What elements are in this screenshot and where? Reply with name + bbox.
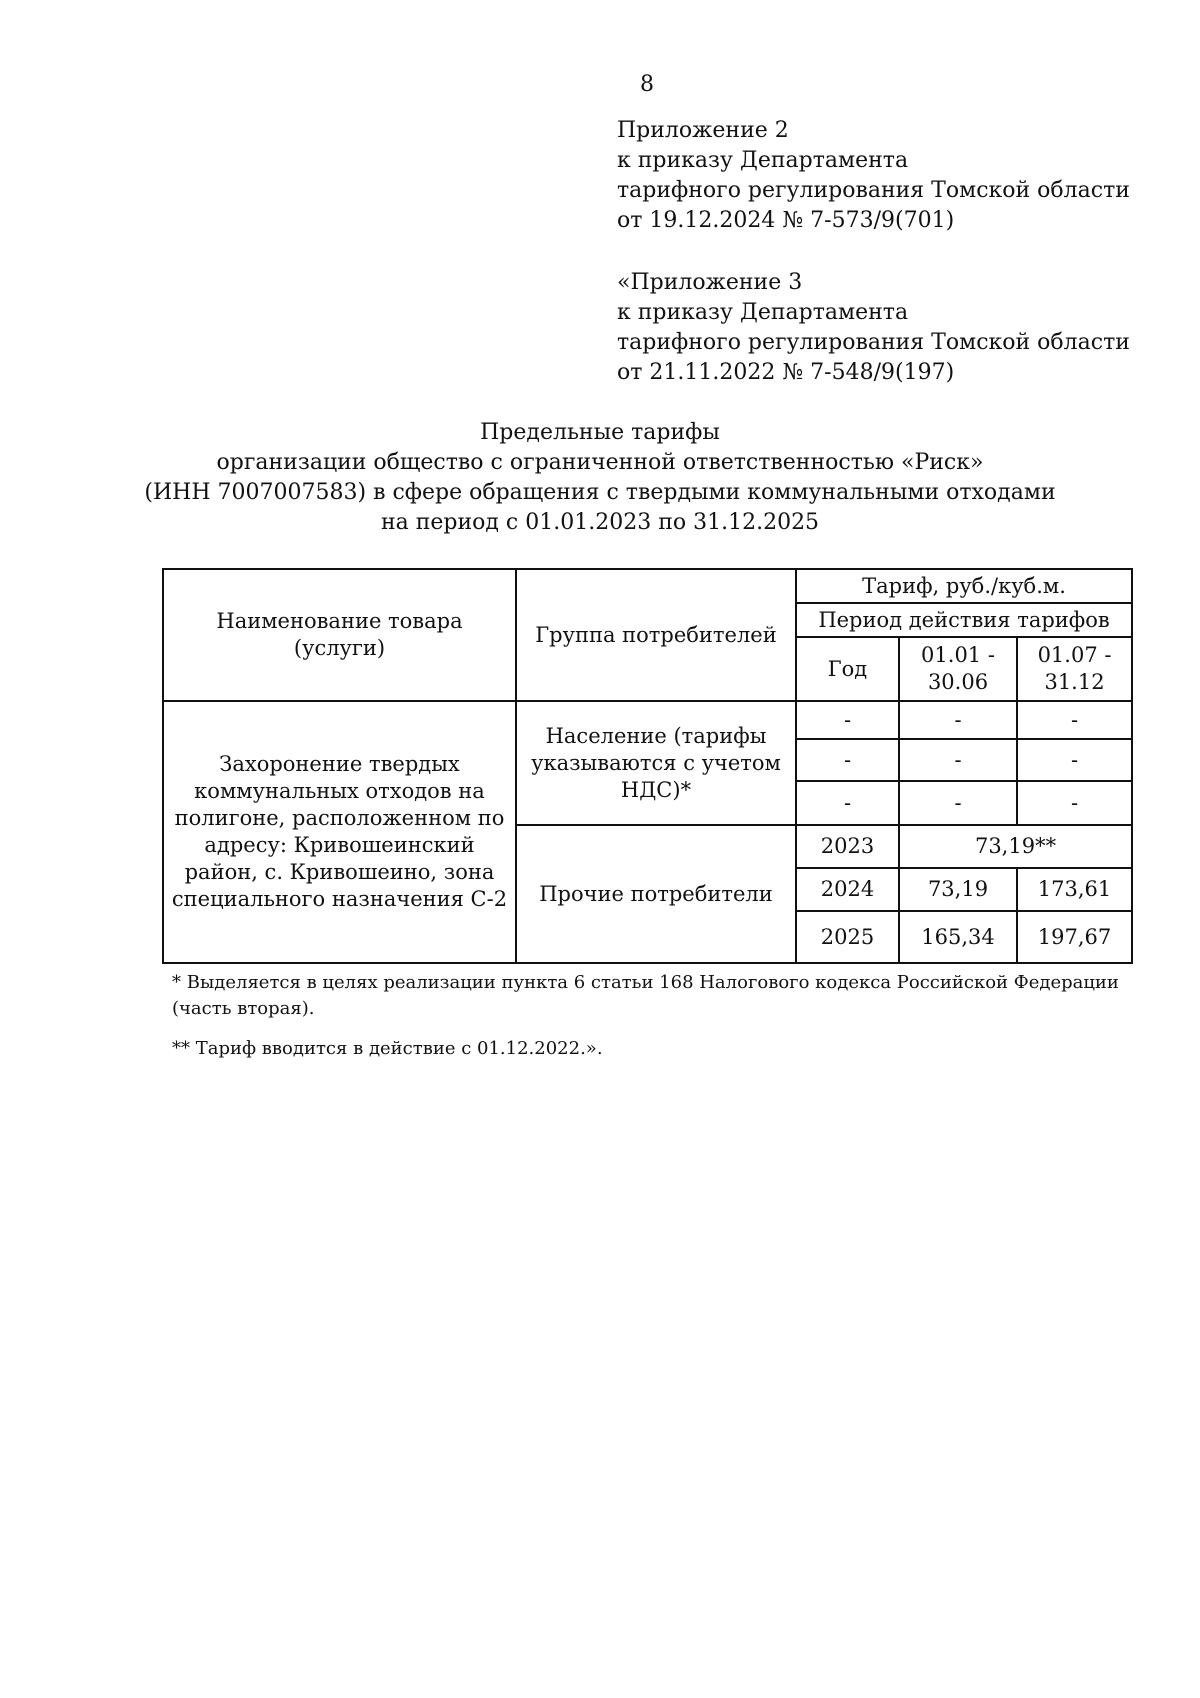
title-line: организации общество с ограниченной ответственностью «Риск» bbox=[216, 450, 984, 475]
tariff-value-cell: 197,67 bbox=[1017, 911, 1132, 963]
header-first-half: 01.01 - 30.06 bbox=[899, 637, 1017, 701]
appendix-line: «Приложение 3 bbox=[617, 270, 803, 295]
title-line: Предельные тарифы bbox=[480, 420, 720, 445]
table-cell: - bbox=[1017, 739, 1132, 781]
tariff-value-cell: 165,34 bbox=[899, 911, 1017, 963]
table-cell: - bbox=[899, 739, 1017, 781]
table-cell: - bbox=[899, 781, 1017, 825]
header-second-half: 01.07 - 31.12 bbox=[1017, 637, 1132, 701]
table-row bbox=[163, 569, 1132, 603]
appendix-line: от 19.12.2024 № 7-573/9(701) bbox=[617, 208, 955, 233]
table-cell: - bbox=[1017, 781, 1132, 825]
header-tariff: Тариф, руб./куб.м. bbox=[796, 569, 1132, 603]
appendix-line: тарифного регулирования Томской области bbox=[617, 330, 1130, 355]
header-product: Наименование товара (услуги) bbox=[163, 569, 516, 701]
appendix-3-header bbox=[617, 268, 1130, 388]
header-period: Период действия тарифов bbox=[796, 603, 1132, 637]
header-consumer-group: Группа потребителей bbox=[516, 569, 796, 701]
appendix-2-header bbox=[617, 116, 1130, 236]
year-cell: 2025 bbox=[796, 911, 899, 963]
appendix-line: тарифного регулирования Томской области bbox=[617, 178, 1130, 203]
title-line: (ИНН 7007007583) в сфере обращения с твердыми коммунальными отходами bbox=[144, 480, 1056, 505]
table-cell: - bbox=[796, 739, 899, 781]
appendix-line: к приказу Департамента bbox=[617, 300, 909, 325]
table-cell: - bbox=[796, 781, 899, 825]
title-line: на период с 01.01.2023 по 31.12.2025 bbox=[380, 510, 820, 535]
appendix-line: Приложение 2 bbox=[617, 118, 789, 143]
tariff-value-cell: 73,19 bbox=[899, 868, 1017, 911]
table-row bbox=[163, 701, 1132, 739]
tariff-value-cell: 173,61 bbox=[1017, 868, 1132, 911]
table-cell: - bbox=[796, 701, 899, 739]
appendix-line: к приказу Департамента bbox=[617, 148, 909, 173]
year-cell: 2024 bbox=[796, 868, 899, 911]
footnote-vat: * Выделяется в целях реализации пункта 6 статьи 168 Налогового кодекса Российской Федерации (часть вторая). bbox=[172, 972, 1119, 1019]
service-name-cell: Захоронение твердых коммунальных отходов на полигоне, расположенном по адресу: Кривошеинский район, с. Кривошеино, зона специального назначения С-2 bbox=[163, 701, 516, 963]
document-title bbox=[0, 418, 1200, 538]
page-number: 8 bbox=[640, 72, 654, 97]
appendix-line: от 21.11.2022 № 7-548/9(197) bbox=[617, 360, 955, 385]
population-group-cell: Население (тарифы указываются с учетом НДС)* bbox=[516, 701, 796, 825]
tariff-table bbox=[162, 568, 1133, 964]
year-cell: 2023 bbox=[796, 825, 899, 868]
tariff-value-cell: 73,19** bbox=[899, 825, 1132, 868]
other-consumers-cell: Прочие потребители bbox=[516, 825, 796, 963]
table-cell: - bbox=[1017, 701, 1132, 739]
table-cell: - bbox=[899, 701, 1017, 739]
header-year: Год bbox=[796, 637, 899, 701]
footnote-effective-date: ** Тариф вводится в действие с 01.12.2022.». bbox=[172, 1038, 603, 1059]
